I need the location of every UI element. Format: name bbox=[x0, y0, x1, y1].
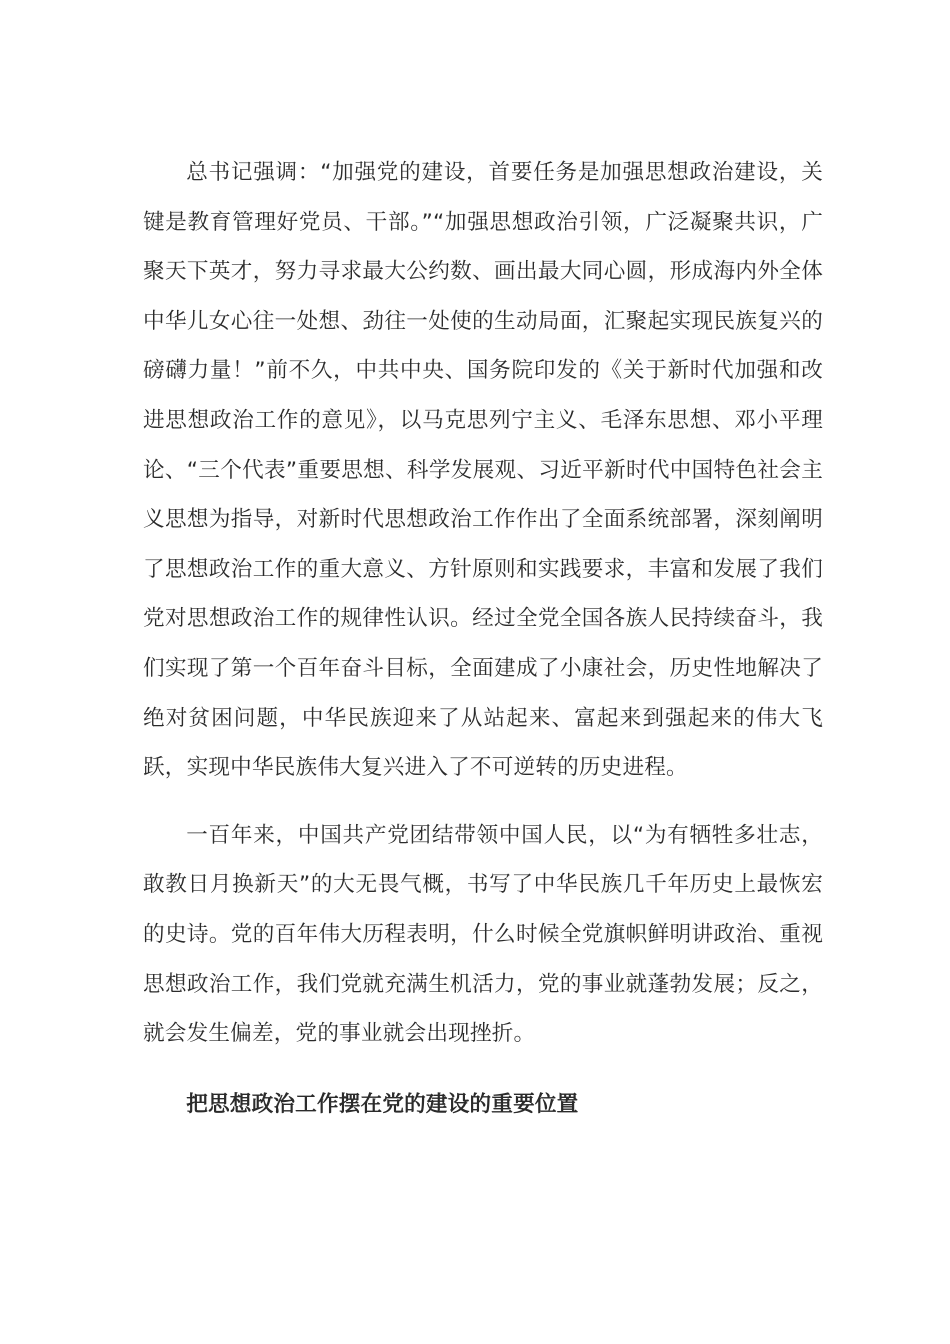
section-heading: 把思想政治工作摆在党的建设的重要位置 bbox=[186, 1091, 579, 1117]
paragraph-1: 总书记强调：“加强党的建设，首要任务是加强思想政治建设，关键是教育管理好党员、干部。”“加强思想政治引领，广泛凝聚共识，广聚天下英才，努力寻求最大公约数、画出最大同心圆，形成海内外全体中华儿女心往一处想、劲往一处使的生动局面，汇聚起实现民族复兴的磅礴力量！”前不久，中共中央、国务院印发的《关于新时代加强和改进思想政治工作的意见》，以马克思列宁主义、毛泽东思想、邓小平理论、“三个代表”重要思想、科学发展观、习近平新时代中国特色社会主义思想为指导，对新时代思想政治工作作出了全面系统部署，深刻阐明了思想政治工作的重大意义、方针原则和实践要求，丰富和发展了我们党对思想政治工作的规律性认识。经过全党全国各族人民持续奋斗，我们实现了第一个百年奋斗目标，全面建成了小康社会，历史性地解决了绝对贫困问题，中华民族迎来了从站起来、富起来到强起来的伟大飞跃，实现中华民族伟大复兴进入了不可逆转的历史进程。 bbox=[143, 160, 823, 781]
paragraph-2: 一百年来，中国共产党团结带领中国人民，以“为有牺牲多壮志，敢教日月换新天”的大无畏气概，书写了中华民族几千年历史上最恢宏的史诗。党的百年伟大历程表明，什么时候全党旗帜鲜明讲政治、重视思想政治工作，我们党就充满生机活力，党的事业就蓬勃发展；反之，就会发生偏差，党的事业就会出现挫折。 bbox=[143, 822, 823, 1047]
document-body bbox=[143, 148, 823, 1129]
